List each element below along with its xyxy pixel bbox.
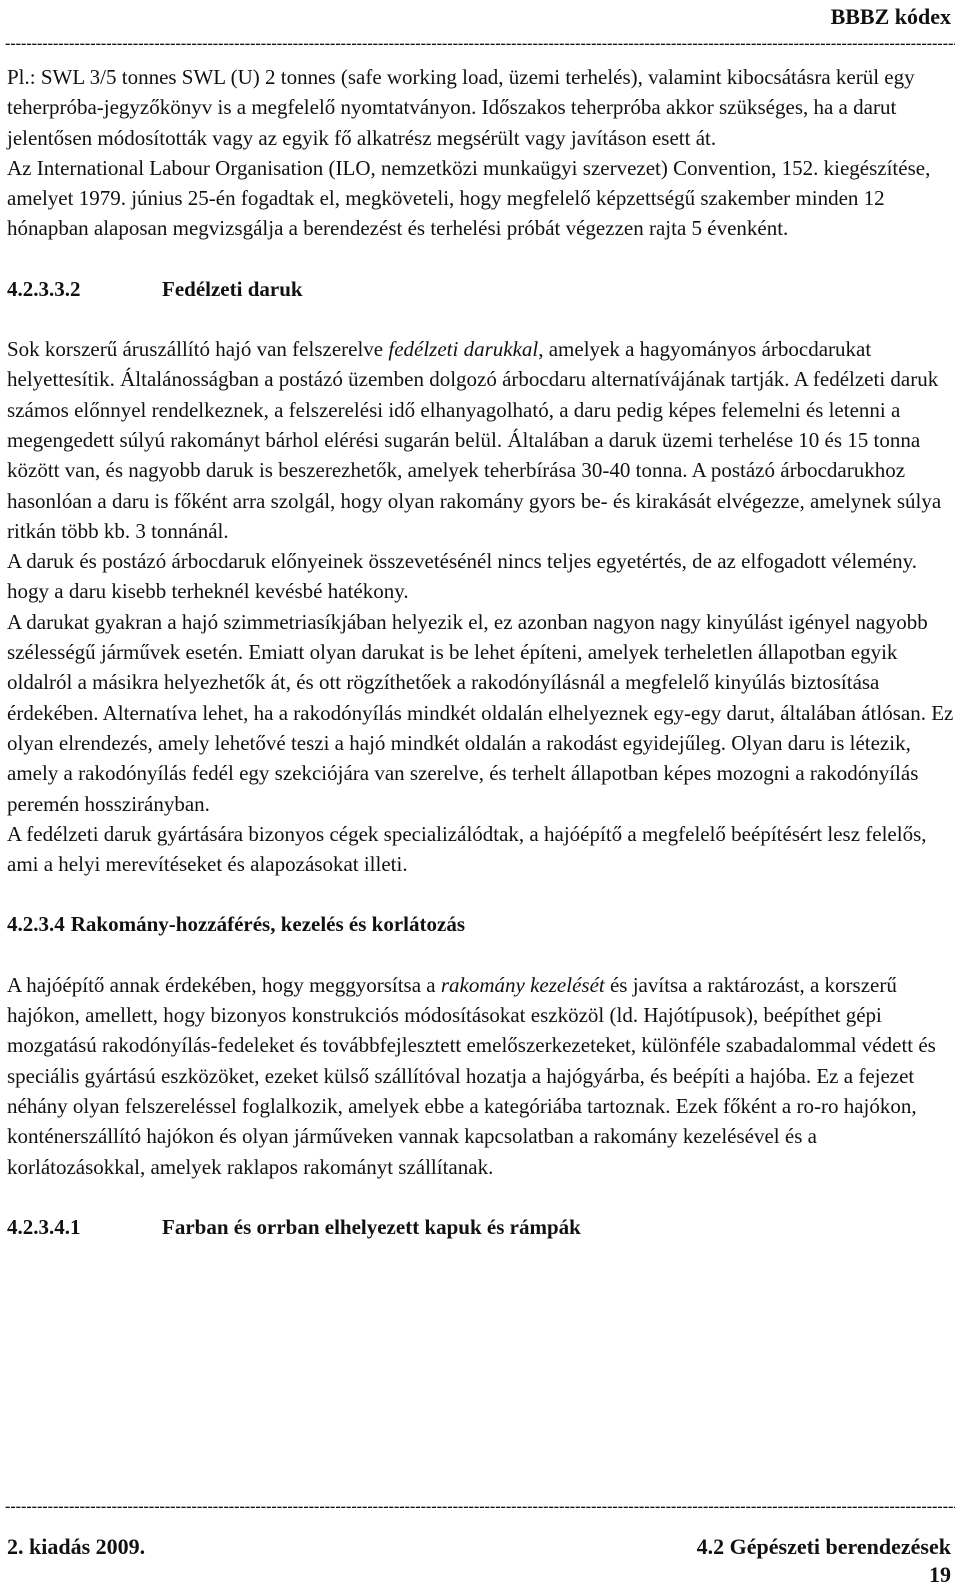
paragraph-manufacturers: A fedélzeti daruk gyártására bizonyos cégek specializálódtak, a hajóépítő a megfelelő beépítésért lesz felelős, ami a helyi merevítéseket és alapozásokat illeti. <box>7 821 927 877</box>
paragraph-ilo-convention: Az International Labour Organisation (ILO, nemzetközi munkaügyi szervezet) Convention, 152. kiegészítése, amelyet 1979. június 25-én fogadtak el, megköveteli, hogy megfelelő képzettségű szakember minden 12 hónapban alaposan megvizsgálja a berendezést és terhelési próbát végezzen rajta 5 évenként. <box>7 155 931 241</box>
paragraph-crane-placement: A darukat gyakran a hajó szimmetriasíkjában helyezik el, ez azonban nagyon nagy kinyúlást igényel nagyobb szélességű járművek esetén. Emiatt olyan darukat is be lehet építeni, amelyek terheletlen állapotban egyik oldalról a másikra helyezhetők át, és ott rögzíthetőek a rakodónyílásnál a megfelelő kinyúlás biztosítása érdekében. Alternatíva lehet, ha a rakodónyílás mindkét oldalán elhelyeznek egy-egy darut, általában átlósan. Ez olyan elrendezés, amely lehetővé teszi a hajó mindkét oldalán a rakodást egyidejűleg. Olyan daru is létezik, amely a rakodónyílás fedél egy szekciójára van szerelve, és terhelt állapotban képes mozogni a rakodónyílás peremén hosszirányban. <box>7 609 954 816</box>
emphasis-term: fedélzeti darukkal <box>388 337 539 362</box>
section-title: Rakomány-hozzáférés, kezelés és korlátozás <box>70 912 465 937</box>
paragraph-comparison: A daruk és postázó árbocdaruk előnyeinek összevetésénél nincs teljes egyetértés, de az elfogadott vélemény. hogy a daru kisebb terheknél kevésbé hatékony. <box>7 549 918 604</box>
footer-divider <box>5 1500 955 1514</box>
document-body <box>7 62 955 1242</box>
paragraph-swl-example: Pl.: SWL 3/5 tonnes SWL (U) 2 tonnes (safe working load, üzemi terhelés), valamint kibocsátásra kerül egy teherpróba-jegyzőkönyv is a megfelelő nyomtatványon. Időszakos teherpróba akkor szükséges, ha a darut jelentősen módosították vagy az egyik fő alkatrész megsérült vagy javításon esett át. <box>7 65 915 150</box>
paragraph-cargo-handling: A hajóépítő annak érdekében, hogy meggyorsítsa a rakomány kezelését és javítsa a raktározást, a korszerű hajókon, amellett, hogy bizonyos konstrukciós módosításokat eszközöl (ld. Hajótípusok), beépíthet gépi mozgatású rakodónyílás-fedeleket és továbbfejlesztett emelőszerkezeteket, különféle szabadalommal védett és speciális gyártású eszközöket, ezeket külső szállítóval hozatja a hajógyárba, és beépíti a hajóba. Ez a fejezet néhány olyan felszereléssel foglalkozik, amelyek ebbe a kategóriába tartoznak. Ezek főként a ro-ro hajókon, konténerszállító hajókon és olyan járműveken vannak kapcsolatban a rakomány kezelésével és a korlátozásokkal, amelyek raklapos rakományt szállítanak. <box>7 972 936 1179</box>
header-divider <box>5 37 955 51</box>
section-title: Farban és orrban elhelyezett kapuk és rámpák <box>162 1214 581 1239</box>
document-header-title: BBBZ kódex <box>830 4 951 29</box>
section-heading-4-2-3-4-1 <box>7 1212 955 1242</box>
footer-edition: 2. kiadás 2009. <box>7 1534 146 1559</box>
section-number: 4.2.3.4.1 <box>7 1214 81 1239</box>
section-title: Fedélzeti daruk <box>162 276 303 301</box>
section-heading-4-2-3-3-2 <box>7 274 955 304</box>
page-number: 19 <box>929 1562 951 1587</box>
paragraph-deck-cranes-intro: Sok korszerű áruszállító hajó van felszerelve fedélzeti darukkal, amelyek a hagyományos árbocdarukat helyettesítik. Általánosságban a postázó üzemben dolgozó árbocdaru alternatívájának tartják. A fedélzeti daruk számos előnnyel rendelkeznek, a felszerelési idő elhanyagolható, a daru pedig képes felemelni és letenni a megengedett súlyú rakományt bárhol elérési sugarán belül. Általában a daruk üzemi terhelése 10 és 15 tonna között van, és nagyobb daruk is beszerezhetők, amelyek teherbírása 30-40 tonna. A postázó árbocdarukhoz hasonlóan a daru is főként arra szolgál, hogy olyan rakomány gyors be- és kirakását elvégezze, amelynek súlya ritkán több kb. 3 tonnánál. <box>7 337 942 543</box>
section-number: 4.2.3.4 <box>7 912 65 937</box>
footer-section: 4.2 Gépészeti berendezések <box>696 1534 951 1559</box>
emphasis-term: rakomány kezelését <box>440 972 605 997</box>
section-heading-4-2-3-4 <box>7 909 955 939</box>
section-number: 4.2.3.3.2 <box>7 276 81 301</box>
